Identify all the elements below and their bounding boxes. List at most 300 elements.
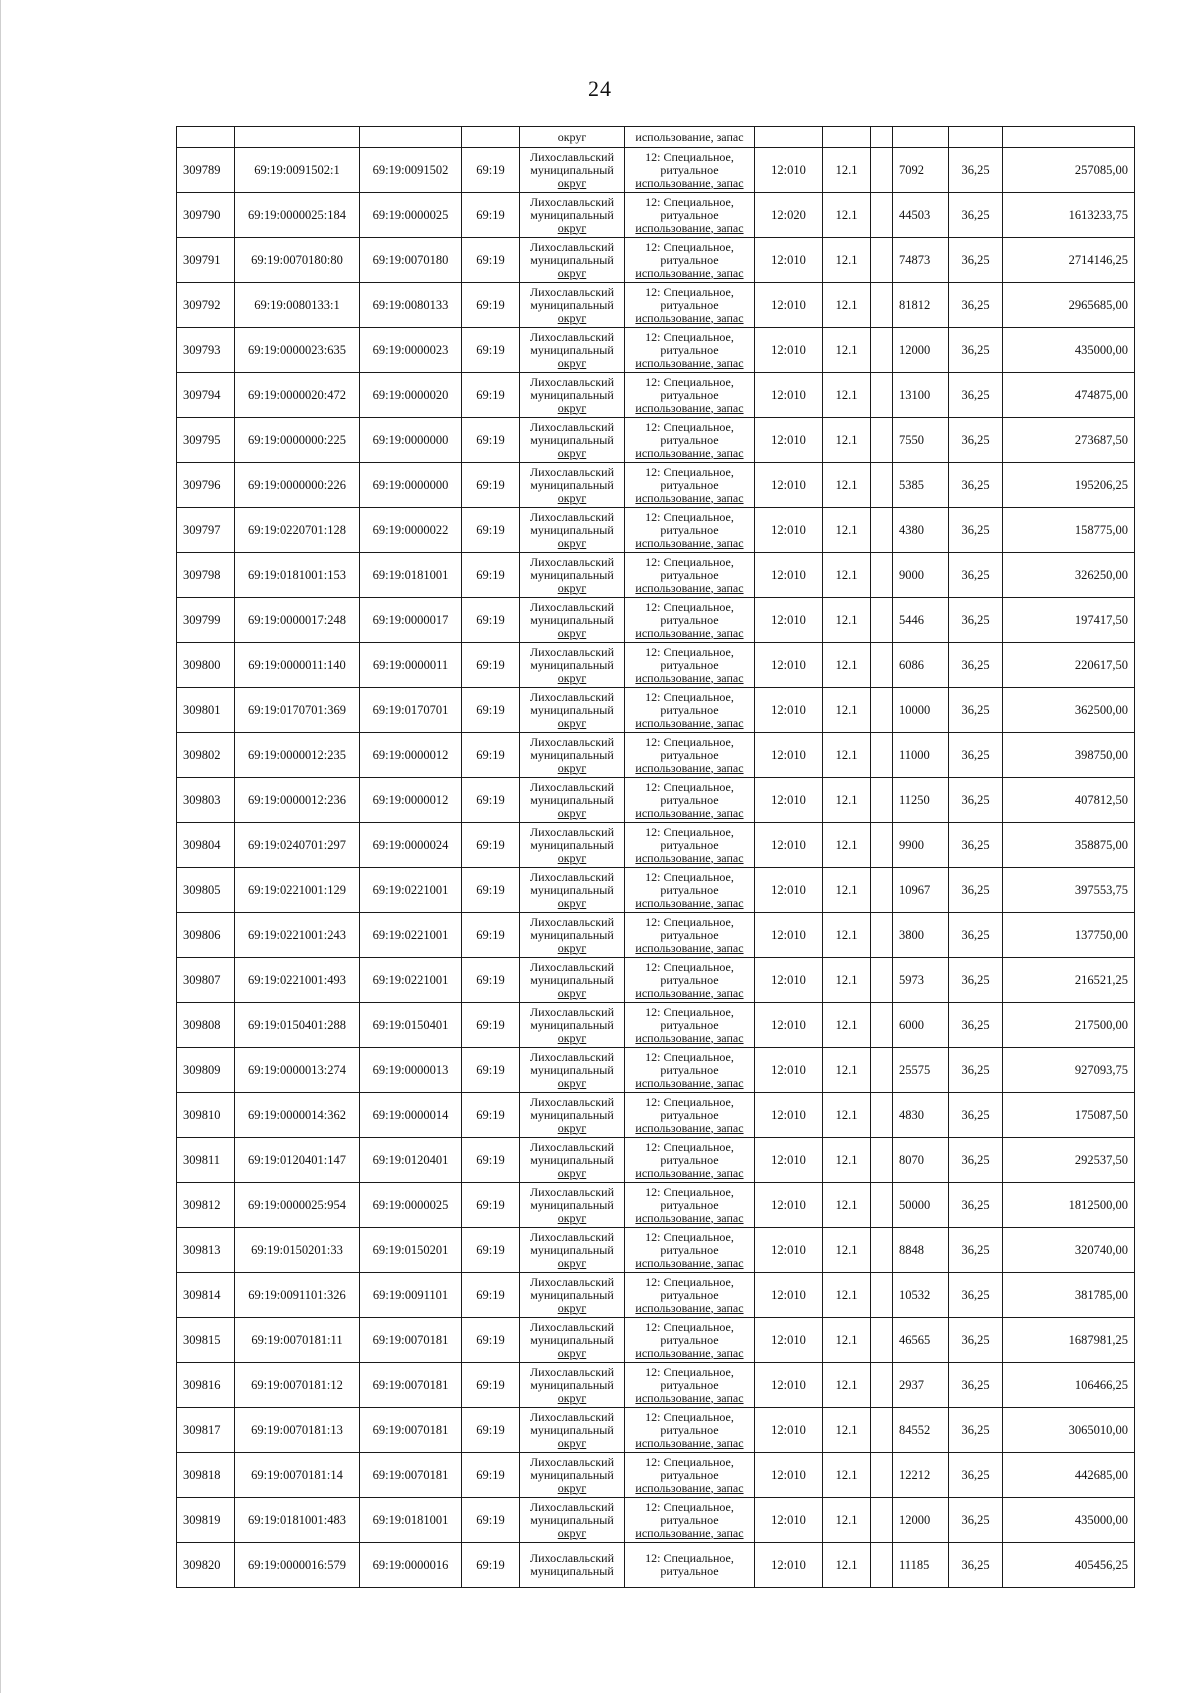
cell-cadastral-value: 407812,50 (1003, 778, 1135, 823)
cell-usage-code: 12:010 (755, 958, 823, 1003)
cell-usage-type-line: 12: Специальное, (645, 779, 734, 794)
cell-municipality (520, 1093, 625, 1138)
cell-usage-type (625, 1408, 755, 1453)
cell-usage-type (625, 1363, 755, 1408)
cell-usage-type (625, 823, 755, 868)
cell-municipality-line: округ (557, 670, 587, 685)
cell-usage-type (625, 553, 755, 598)
cell-usage-type-line: использование, запас (635, 940, 744, 955)
cell-group: 12.1 (823, 148, 871, 193)
cell-district-code: 69:19 (462, 328, 520, 373)
cell-usage-type-line: ритуальное (660, 882, 719, 897)
cell-usage-type-line: 12: Специальное, (645, 329, 734, 344)
cell-cadastral-block: 69:19:0221001 (360, 868, 462, 913)
cell-district-code: 69:19 (462, 1138, 520, 1183)
cell-municipality (520, 1183, 625, 1228)
cell-usage-code: 12:010 (755, 868, 823, 913)
cell-district-code: 69:19 (462, 1498, 520, 1543)
cell-municipality (520, 1138, 625, 1183)
cell-record-id: 309812 (177, 1183, 235, 1228)
cell-cadastral-block: 69:19:0070180 (360, 238, 462, 283)
cell-municipality-line: муниципальный (530, 522, 614, 537)
cell-empty (1003, 127, 1135, 148)
cell-usage-type-line: ритуальное (660, 477, 719, 492)
cell-empty (823, 127, 871, 148)
cell-usage-type-line: ритуальное (660, 1564, 719, 1578)
cell-area: 5973 (893, 958, 949, 1003)
cell-empty (871, 418, 893, 463)
cell-usage-type-line: ритуальное (660, 927, 719, 942)
cell-municipality-line: муниципальный (530, 387, 614, 402)
cell-empty (871, 913, 893, 958)
cell-group: 12.1 (823, 238, 871, 283)
cell-district-code: 69:19 (462, 598, 520, 643)
cell-district-code: 69:19 (462, 238, 520, 283)
cell-usage-type-line: ритуальное (660, 252, 719, 267)
cell-usage-code: 12:010 (755, 1498, 823, 1543)
cell-usage-type-line: использование, запас (635, 1030, 744, 1045)
cell-usage-type (625, 1183, 755, 1228)
cell-municipality (520, 778, 625, 823)
cell-rate: 36,25 (949, 598, 1003, 643)
cell-municipality (520, 1543, 625, 1588)
cell-cadastral-number: 69:19:0000017:248 (235, 598, 360, 643)
cell-usage-type (625, 958, 755, 1003)
cell-record-id: 309818 (177, 1453, 235, 1498)
cell-rate: 36,25 (949, 1093, 1003, 1138)
cell-usage-type-line: использование, запас (635, 580, 744, 595)
cell-group: 12.1 (823, 283, 871, 328)
cell-cadastral-value: 1613233,75 (1003, 193, 1135, 238)
cell-municipality-line: муниципальный (530, 792, 614, 807)
cell-municipality-line: муниципальный (530, 1512, 614, 1527)
cell-usage-type-line: 12: Специальное, (645, 959, 734, 974)
cell-empty (871, 1453, 893, 1498)
cell-district-code: 69:19 (462, 1183, 520, 1228)
cell-municipality-line: муниципальный (530, 1107, 614, 1122)
cell-usage-code: 12:010 (755, 328, 823, 373)
cell-usage-code: 12:010 (755, 508, 823, 553)
cell-municipality-line: Лихославльский (529, 1049, 614, 1064)
cell-municipality-line: округ (557, 1165, 587, 1180)
cell-usage-type-line: 12: Специальное, (645, 1184, 734, 1199)
cell-usage-type (625, 733, 755, 778)
cell-usage-type-line: использование, запас (635, 265, 744, 280)
cell-municipality (520, 418, 625, 463)
cell-municipality-line: муниципальный (530, 1017, 614, 1032)
cell-group: 12.1 (823, 1498, 871, 1543)
cadastral-value-table (176, 126, 1135, 1588)
cell-usage-type-line: использование, запас (635, 1120, 744, 1135)
cell-rate: 36,25 (949, 553, 1003, 598)
cell-empty (871, 1093, 893, 1138)
cell-usage-type-line: использование, запас (635, 895, 744, 910)
cell-record-id: 309809 (177, 1048, 235, 1093)
cell-district-code: 69:19 (462, 1048, 520, 1093)
cell-municipality-line: округ (557, 1075, 587, 1090)
cell-empty (871, 958, 893, 1003)
cell-cadastral-number: 69:19:0221001:243 (235, 913, 360, 958)
cell-record-id: 309791 (177, 238, 235, 283)
cell-usage-type-line: 12: Специальное, (645, 1499, 734, 1514)
cell-municipality-line: Лихославльский (529, 599, 614, 614)
cell-usage-type-line: 12: Специальное, (645, 194, 734, 209)
cell-municipality-line: муниципальный (530, 1422, 614, 1437)
cell-municipality-line: муниципальный (530, 1377, 614, 1392)
cell-group: 12.1 (823, 1273, 871, 1318)
cell-empty (755, 127, 823, 148)
table-row (177, 688, 1135, 733)
cell-usage-type-line: 12: Специальное, (645, 1229, 734, 1244)
cell-area: 5385 (893, 463, 949, 508)
cell-cadastral-block: 69:19:0000012 (360, 733, 462, 778)
cell-area: 5446 (893, 598, 949, 643)
cell-district-code: 69:19 (462, 418, 520, 463)
cell-usage-type-line: использование, запас (635, 715, 744, 730)
cell-empty (871, 328, 893, 373)
cell-municipality-line: Лихославльский (529, 1094, 614, 1109)
cell-usage-type-line: ритуальное (660, 702, 719, 717)
cell-usage-type-line: ритуальное (660, 1242, 719, 1257)
cell-group: 12.1 (823, 373, 871, 418)
cell-area: 84552 (893, 1408, 949, 1453)
cell-usage-type-line: 12: Специальное, (645, 1139, 734, 1154)
cell-usage-type-line: использование, запас (635, 1525, 744, 1540)
cell-cadastral-value: 257085,00 (1003, 148, 1135, 193)
cell-cadastral-block: 69:19:0091101 (360, 1273, 462, 1318)
cell-usage-type-line: ритуальное (660, 1287, 719, 1302)
cell-group: 12.1 (823, 328, 871, 373)
cell-usage-type (625, 463, 755, 508)
cell-empty (871, 1498, 893, 1543)
cell-record-id: 309814 (177, 1273, 235, 1318)
cell-rate: 36,25 (949, 913, 1003, 958)
cell-usage-type (625, 1453, 755, 1498)
cell-empty (871, 1138, 893, 1183)
cell-cadastral-block: 69:19:0221001 (360, 958, 462, 1003)
cell-cadastral-number: 69:19:0000000:226 (235, 463, 360, 508)
cell-usage-type-line: использование, запас (635, 805, 744, 820)
cell-municipality-line: муниципальный (530, 342, 614, 357)
cell-municipality-line: муниципальный (530, 252, 614, 267)
cell-cadastral-number: 69:19:0240701:297 (235, 823, 360, 868)
cell-record-id: 309815 (177, 1318, 235, 1363)
cell-municipality (520, 328, 625, 373)
cell-rate: 36,25 (949, 1543, 1003, 1588)
cell-record-id: 309804 (177, 823, 235, 868)
cell-cadastral-number: 69:19:0070181:14 (235, 1453, 360, 1498)
table-row (177, 1048, 1135, 1093)
cell-cadastral-number: 69:19:0221001:129 (235, 868, 360, 913)
table-row (177, 1363, 1135, 1408)
cell-municipality-line: Лихославльский (529, 149, 614, 164)
cell-record-id: 309810 (177, 1093, 235, 1138)
cell-municipality-tail: округ (520, 127, 625, 148)
cell-usage-code: 12:010 (755, 1363, 823, 1408)
cell-cadastral-value: 397553,75 (1003, 868, 1135, 913)
cell-group: 12.1 (823, 1183, 871, 1228)
cell-municipality-line: округ (557, 1345, 587, 1360)
cell-usage-type (625, 418, 755, 463)
cell-usage-type (625, 148, 755, 193)
cell-municipality-line: муниципальный (530, 162, 614, 177)
cell-usage-type-line: использование, запас (635, 355, 744, 370)
cell-empty (177, 127, 235, 148)
cell-cadastral-number: 69:19:0080133:1 (235, 283, 360, 328)
cell-usage-type-line: 12: Специальное, (645, 1551, 734, 1565)
cell-municipality-line: муниципальный (530, 477, 614, 492)
cell-area: 3800 (893, 913, 949, 958)
cell-municipality-line: округ (557, 1480, 587, 1495)
cell-municipality-line: округ (557, 1525, 587, 1540)
cell-usage-type-line: 12: Специальное, (645, 869, 734, 884)
cell-cadastral-number: 69:19:0000025:954 (235, 1183, 360, 1228)
cell-municipality-line: округ (557, 1255, 587, 1270)
cell-usage-type (625, 1003, 755, 1048)
cell-rate: 36,25 (949, 643, 1003, 688)
cell-usage-type-line: 12: Специальное, (645, 374, 734, 389)
cell-cadastral-block: 69:19:0120401 (360, 1138, 462, 1183)
cell-empty (235, 127, 360, 148)
cell-rate: 36,25 (949, 1318, 1003, 1363)
cell-group: 12.1 (823, 688, 871, 733)
cell-usage-type-line: использование, запас (635, 1390, 744, 1405)
cell-empty (871, 1003, 893, 1048)
cell-usage-type-line: использование, запас (635, 310, 744, 325)
cell-usage-code: 12:010 (755, 418, 823, 463)
cell-usage-code: 12:010 (755, 598, 823, 643)
cell-area: 10532 (893, 1273, 949, 1318)
cell-municipality-line: муниципальный (530, 1287, 614, 1302)
cell-record-id: 309789 (177, 148, 235, 193)
cell-municipality-line: муниципальный (530, 1332, 614, 1347)
table-row (177, 1138, 1135, 1183)
cell-municipality (520, 373, 625, 418)
cell-area: 12212 (893, 1453, 949, 1498)
cell-cadastral-number: 69:19:0070181:13 (235, 1408, 360, 1453)
cell-district-code: 69:19 (462, 643, 520, 688)
cell-cadastral-number: 69:19:0220701:128 (235, 508, 360, 553)
cell-municipality-line: Лихославльский (529, 959, 614, 974)
cell-usage-code: 12:010 (755, 1318, 823, 1363)
table-row (177, 328, 1135, 373)
cell-cadastral-value: 381785,00 (1003, 1273, 1135, 1318)
cell-group: 12.1 (823, 1543, 871, 1588)
cell-municipality (520, 823, 625, 868)
cell-rate: 36,25 (949, 373, 1003, 418)
cell-usage-type (625, 193, 755, 238)
cell-municipality (520, 643, 625, 688)
cell-municipality (520, 1453, 625, 1498)
cell-municipality (520, 1498, 625, 1543)
cell-municipality-line: Лихославльский (529, 1551, 614, 1565)
cell-cadastral-block: 69:19:0000017 (360, 598, 462, 643)
cell-municipality-line: муниципальный (530, 1242, 614, 1257)
cell-rate: 36,25 (949, 283, 1003, 328)
cell-usage-type (625, 913, 755, 958)
cell-usage-type (625, 688, 755, 733)
cell-municipality (520, 148, 625, 193)
cell-empty (871, 463, 893, 508)
table-row (177, 193, 1135, 238)
cell-area: 10967 (893, 868, 949, 913)
cell-usage-type-line: ритуальное (660, 612, 719, 627)
cell-usage-type-line: 12: Специальное, (645, 149, 734, 164)
cell-usage-type-line: использование, запас (635, 1480, 744, 1495)
cell-area: 50000 (893, 1183, 949, 1228)
cell-cadastral-number: 69:19:0000012:236 (235, 778, 360, 823)
cell-municipality-line: Лихославльский (529, 734, 614, 749)
cell-empty (871, 508, 893, 553)
table-row (177, 1543, 1135, 1588)
cell-record-id: 309795 (177, 418, 235, 463)
cell-usage-type-line: ритуальное (660, 1017, 719, 1032)
cell-rate: 36,25 (949, 418, 1003, 463)
cell-usage-type (625, 328, 755, 373)
continuation-row (177, 127, 1135, 148)
cell-group: 12.1 (823, 508, 871, 553)
cell-group: 12.1 (823, 1048, 871, 1093)
cell-usage-type (625, 1138, 755, 1183)
cell-usage-type (625, 1543, 755, 1588)
cell-municipality-line: округ (557, 1210, 587, 1225)
table-row (177, 1318, 1135, 1363)
cell-group: 12.1 (823, 868, 871, 913)
cell-usage-type-line: ритуальное (660, 342, 719, 357)
cell-area: 7550 (893, 418, 949, 463)
table-row (177, 553, 1135, 598)
table-row (177, 598, 1135, 643)
cell-cadastral-block: 69:19:0000000 (360, 418, 462, 463)
cell-usage-code: 12:010 (755, 238, 823, 283)
cell-usage-type-line: ритуальное (660, 162, 719, 177)
table-row (177, 238, 1135, 283)
cell-usage-code: 12:010 (755, 1048, 823, 1093)
cell-usage-type-line: ритуальное (660, 297, 719, 312)
cell-cadastral-number: 69:19:0000014:362 (235, 1093, 360, 1138)
cell-record-id: 309817 (177, 1408, 235, 1453)
cell-group: 12.1 (823, 1318, 871, 1363)
cell-cadastral-value: 435000,00 (1003, 328, 1135, 373)
cell-municipality-line: Лихославльский (529, 1319, 614, 1334)
cell-rate: 36,25 (949, 1453, 1003, 1498)
cell-usage-code: 12:010 (755, 1453, 823, 1498)
cell-empty (871, 553, 893, 598)
cell-empty (871, 1318, 893, 1363)
cell-cadastral-block: 69:19:0000025 (360, 193, 462, 238)
table-row (177, 1003, 1135, 1048)
cell-municipality (520, 688, 625, 733)
cell-cadastral-value: 358875,00 (1003, 823, 1135, 868)
cell-usage-code: 12:010 (755, 643, 823, 688)
cell-empty (871, 127, 893, 148)
cell-area: 10000 (893, 688, 949, 733)
table-row (177, 283, 1135, 328)
table-row (177, 1228, 1135, 1273)
cell-usage-type (625, 238, 755, 283)
cell-rate: 36,25 (949, 823, 1003, 868)
cell-cadastral-value: 220617,50 (1003, 643, 1135, 688)
cell-empty (871, 823, 893, 868)
table-row (177, 1408, 1135, 1453)
cell-usage-type-line: 12: Специальное, (645, 1409, 734, 1424)
cell-cadastral-value: 2714146,25 (1003, 238, 1135, 283)
cell-municipality (520, 1363, 625, 1408)
cell-municipality-line: Лихославльский (529, 644, 614, 659)
cell-rate: 36,25 (949, 148, 1003, 193)
cell-cadastral-value: 927093,75 (1003, 1048, 1135, 1093)
table-row (177, 148, 1135, 193)
cell-area: 11250 (893, 778, 949, 823)
cell-area: 2937 (893, 1363, 949, 1408)
cell-cadastral-number: 69:19:0150201:33 (235, 1228, 360, 1273)
cell-rate: 36,25 (949, 508, 1003, 553)
cell-area: 46565 (893, 1318, 949, 1363)
cell-municipality-line: муниципальный (530, 567, 614, 582)
cell-usage-code: 12:010 (755, 1003, 823, 1048)
cell-municipality-line: Лихославльский (529, 824, 614, 839)
cell-rate: 36,25 (949, 958, 1003, 1003)
cell-district-code: 69:19 (462, 1003, 520, 1048)
cell-municipality-line: Лихославльский (529, 1364, 614, 1379)
cell-cadastral-block: 69:19:0170701 (360, 688, 462, 733)
table-row (177, 463, 1135, 508)
cell-area: 13100 (893, 373, 949, 418)
cell-municipality (520, 1228, 625, 1273)
cell-group: 12.1 (823, 1228, 871, 1273)
cell-district-code: 69:19 (462, 823, 520, 868)
cell-municipality-line: округ (557, 1120, 587, 1135)
cell-usage-type (625, 1093, 755, 1138)
cell-district-code: 69:19 (462, 778, 520, 823)
cell-cadastral-value: 442685,00 (1003, 1453, 1135, 1498)
cell-usage-type-line: ритуальное (660, 1152, 719, 1167)
cell-cadastral-number: 69:19:0000000:225 (235, 418, 360, 463)
cell-usage-code: 12:010 (755, 373, 823, 418)
cell-municipality (520, 238, 625, 283)
cell-group: 12.1 (823, 823, 871, 868)
cell-cadastral-block: 69:19:0080133 (360, 283, 462, 328)
cell-cadastral-block: 69:19:0000025 (360, 1183, 462, 1228)
cell-empty (871, 193, 893, 238)
cell-usage-code: 12:010 (755, 1543, 823, 1588)
cell-usage-type-line: ритуальное (660, 1197, 719, 1212)
cell-group: 12.1 (823, 1003, 871, 1048)
cell-record-id: 309808 (177, 1003, 235, 1048)
cell-empty (949, 127, 1003, 148)
cell-rate: 36,25 (949, 1273, 1003, 1318)
cell-cadastral-block: 69:19:0000023 (360, 328, 462, 373)
cell-usage-type-line: 12: Специальное, (645, 239, 734, 254)
cell-group: 12.1 (823, 643, 871, 688)
cell-usage-type-line: ритуальное (660, 567, 719, 582)
cell-cadastral-number: 69:19:0150401:288 (235, 1003, 360, 1048)
cell-cadastral-value: 216521,25 (1003, 958, 1135, 1003)
cell-usage-type-line: ритуальное (660, 1467, 719, 1482)
table-row (177, 373, 1135, 418)
cell-municipality-line: Лихославльский (529, 419, 614, 434)
cell-usage-type-line: использование, запас (635, 220, 744, 235)
cell-usage-type-line: использование, запас (635, 1435, 744, 1450)
cell-usage-type-line: использование, запас (635, 1255, 744, 1270)
table-row (177, 778, 1135, 823)
cell-usage-code: 12:010 (755, 733, 823, 778)
cell-municipality-line: округ (557, 355, 587, 370)
cell-rate: 36,25 (949, 688, 1003, 733)
cell-usage-type-line: 12: Специальное, (645, 1274, 734, 1289)
cell-cadastral-value: 195206,25 (1003, 463, 1135, 508)
cell-usage-tail: использование, запас (625, 127, 755, 148)
